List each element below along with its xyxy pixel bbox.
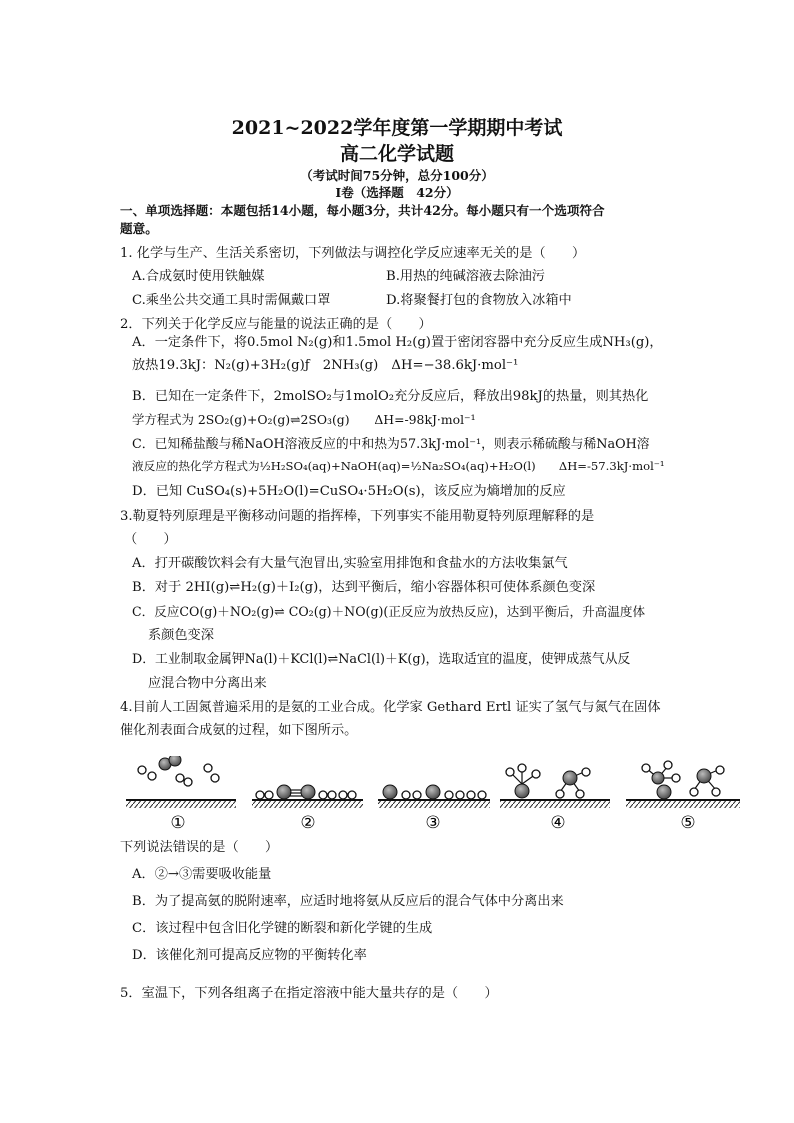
q3-option-d-line1: D．工业制取金属钾Na(l)＋KCl(l)⇌NaCl(l)＋K(g)，选取适宜的温度，使钾成蒸气从反 [132,652,631,667]
stage-2-label: ② [300,813,316,833]
section-instruction-line2: 题意。 [120,221,158,236]
section-instruction-line1: 一、单项选择题：本题包括14小题，每小题3分，共计42分。每小题只有一个选项符合 [120,203,605,218]
q4-stem-line2: 催化剂表面合成氨的过程，如下图所示。 [120,723,358,738]
exam-info: （考试时间75分钟，总分100分） [300,168,494,183]
stage-5-label: ⑤ [680,813,696,833]
q2-stem: 2．下列关于化学反应与能量的说法正确的是（ ） [120,317,432,332]
q3-stem: 3.勒夏特列原理是平衡移动问题的指挥棒，下列事实不能用勒夏特列原理解释的是 [120,509,595,524]
q1-option-a: A.合成氨时使用铁触媒 [132,269,265,284]
q2-option-b-line1: B．已知在一定条件下，2molSO₂与1molO₂充分反应后，释放出98kJ的热量，则其热化 [132,389,649,404]
q2-option-a-line1: A．一定条件下，将0.5mol N₂(g)和1.5mol H₂(g)置于密闭容器中充分反应生成NH₃(g)， [132,335,663,350]
q1-stem: 1. 化学与生产、生活关系密切，下列做法与调控化学反应速率无关的是（ ） [120,246,586,261]
q2-option-a-line2: 放热19.3kJ：N₂(g)+3H₂(g)ƒ 2NH₃(g) ΔH=−38.6kJ·mol⁻¹ [132,358,519,373]
q2-option-d: D．已知 CuSO₄(s)+5H₂O(l)=CuSO₄·5H₂O(s)，该反应为熵增加的反应 [132,484,566,499]
q4-option-b: B．为了提高氨的脱附速率，应适时地将氨从反应后的混合气体中分离出来 [132,894,564,909]
stage-4-panel [500,764,610,808]
q3-paren: （ ） [124,532,177,547]
q3-option-a: A．打开碳酸饮料会有大量气泡冒出,实验室用排饱和食盐水的方法收集氯气 [132,556,568,571]
q2-option-c-line2: 液反应的热化学方程式为½H₂SO₄(aq)+NaOH(aq)=½Na₂SO₄(aq)+H₂O(l) ΔH=-57.3kJ·mol⁻¹ [132,459,665,473]
q2-option-b-line2: 学方程式为 2SO₂(g)+O₂(g)⇌2SO₃(g) ΔH=-98kJ·mol⁻¹ [132,412,476,427]
exam-subtitle: 高二化学试题 [339,143,454,165]
q5-stem: 5．室温下，下列各组离子在指定溶液中能大量共存的是（ ） [120,986,498,1001]
q3-option-c-line1: C．反应CO(g)＋NO₂(g)⇌ CO₂(g)＋NO(g)(正反应为放热反应)，达到平衡后，升高温度体 [132,604,646,619]
q3-option-d-line2: 应混合物中分离出来 [148,676,267,691]
ammonia-synthesis-figure [118,756,758,836]
q4-option-d: D．该催化剂可提高反应物的平衡转化率 [132,948,367,963]
q4-stem-line1: 4.目前人工固氮普遍采用的是氨的工业合成。化学家 Gethard Ertl 证实了氢气与氮气在固体 [120,700,661,715]
q1-option-c: C.乘坐公共交通工具时需佩戴口罩 [132,293,331,308]
q2-option-c-line1: C．已知稀盐酸与稀NaOH溶液反应的中和热为57.3kJ·mol⁻¹，则表示稀硫酸与稀NaOH溶 [132,437,650,452]
q4-prompt: 下列说法错误的是（ ） [120,840,279,855]
stage-2-panel [252,785,363,808]
q3-option-b: B．对于 2HI(g)⇌H₂(g)＋I₂(g)，达到平衡后，缩小容器体积可使体系颜色变深 [132,580,596,595]
stage-4-label: ④ [550,813,566,833]
stage-5-panel [626,761,740,808]
stage-3-panel [378,785,490,808]
stage-3-label: ③ [425,813,441,833]
q1-option-b: B.用热的纯碱溶液去除油污 [386,269,545,284]
q3-option-c-line2: 系颜色变深 [148,628,214,643]
exam-title: 2021~2022学年度第一学期期中考试 [231,117,563,139]
q1-option-d: D.将聚餐打包的食物放入冰箱中 [386,293,572,308]
stage-1-panel [126,756,236,808]
stage-1-label: ① [170,813,186,833]
part-heading: I卷（选择题 42分） [335,185,459,200]
q4-option-a: A．②→③需要吸收能量 [132,867,272,882]
q4-option-c: C．该过程中包含旧化学键的断裂和新化学键的生成 [132,921,433,936]
